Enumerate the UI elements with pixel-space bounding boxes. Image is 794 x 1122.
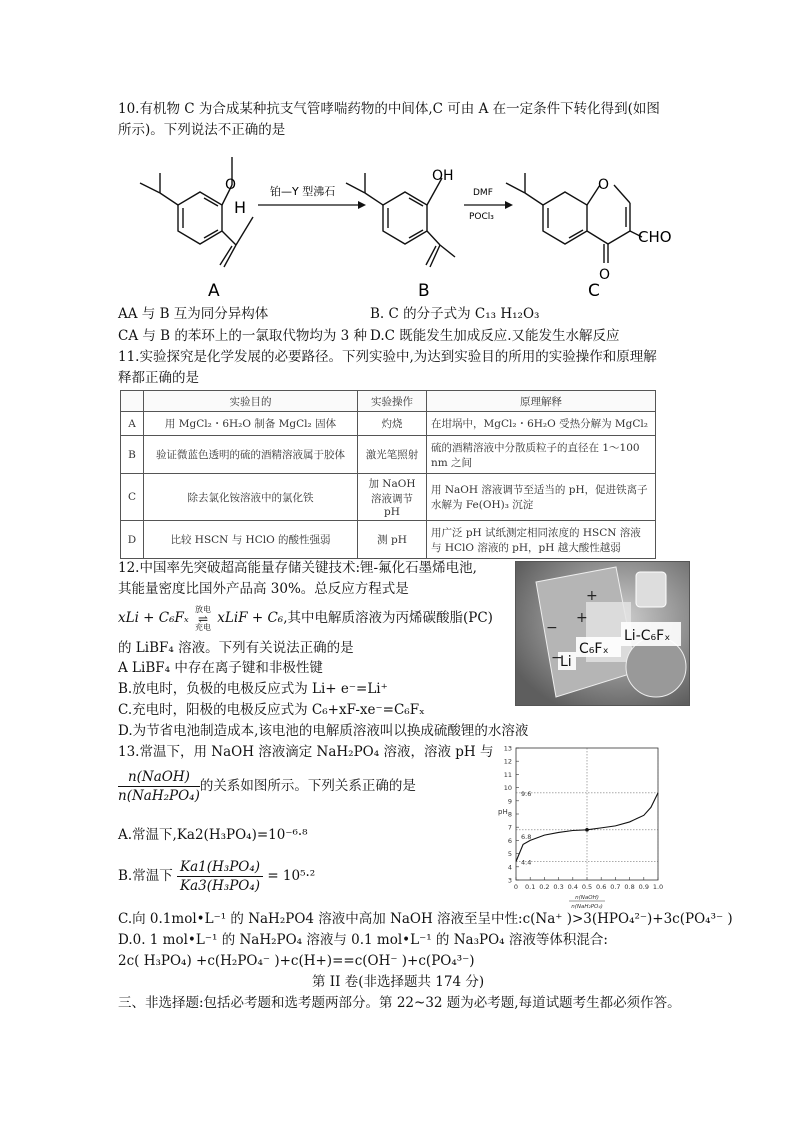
q12-option-c: C.充电时，阳极的电极反应式为 C₆+xF-xe⁻=C₆Fₓ (118, 702, 425, 718)
x-tick-label: 1.0 (652, 883, 664, 891)
q10-carbonyl-o-text: O (599, 267, 611, 283)
value-annotation: 4.4 (521, 858, 532, 867)
table-cell: 比较 HSCN 与 HClO 的酸性强弱 (144, 521, 358, 559)
table-cell: B (121, 436, 144, 474)
x-tick-label: 0.5 (581, 883, 593, 891)
q13-option-b-post: = 10⁵·² (267, 868, 316, 884)
q12-eq-right: xLiF + C₆ (217, 610, 284, 626)
q13-fraction (118, 768, 200, 805)
table-cell: 用 NaOH 溶液调节至适当的 pH，促进铁离子水解为 Fe(OH)₃ 沉淀 (427, 474, 656, 521)
q12-eq-arrows (195, 605, 211, 633)
label-a: A (208, 281, 220, 300)
q13-stem-line2 (118, 768, 416, 810)
y-tick-label: 6 (507, 836, 512, 845)
table-cell: D (121, 521, 144, 559)
table-row (121, 436, 656, 474)
table-cell: 加 NaOH 溶液调节 pH (358, 474, 427, 521)
q11-table (120, 390, 656, 559)
y-tick-label: 4 (507, 863, 512, 872)
q12-option-b: B.放电时，负极的电极反应式为 Li+ e⁻=Li⁺ (118, 681, 388, 697)
y-tick-label: 8 (507, 810, 512, 819)
table-cell: 验证微蓝色透明的硫的酒精溶液属于胶体 (144, 436, 358, 474)
q13-stem-line1: 13.常温下，用 NaOH 溶液滴定 NaH₂PO₄ 溶液，溶液 pH 与 (118, 744, 494, 760)
y-tick-label: 11 (503, 770, 512, 779)
q10-option-b: B. C 的分子式为 C₁₃ H₁₂O₃ (370, 306, 540, 322)
q10-arrow1-label: 铂—Y 型沸石 (270, 185, 336, 198)
x-tick-label: 0.9 (638, 883, 649, 891)
q11-stem-line2: 释都正确的是 (118, 370, 199, 386)
half-point-marker (585, 828, 589, 832)
part2-title: 第 II 卷(非选择题共 174 分) (312, 974, 485, 990)
photo-plus-sign: + (576, 610, 588, 626)
table-cell: 除去氯化铵溶液中的氯化铁 (144, 474, 358, 521)
q10-cho-text: CHO (638, 228, 672, 246)
q12-eq-bottom: 充电 (195, 622, 211, 632)
table-header (121, 391, 144, 412)
q12-option-d: D.为节省电池制造成本,该电池的电解质溶液叫以换成硫酸锂的水溶液 (118, 723, 529, 739)
q12-stem-line2: 其能量密度比国外产品高 30%。总反应方程式是 (118, 581, 409, 597)
table-cell: 用 MgCl₂・6H₂O 制备 MgCl₂ 固体 (144, 412, 358, 436)
battery-photo (515, 561, 690, 706)
q13-option-b-pre: B.常温下 (118, 868, 173, 884)
label-b: B (418, 281, 430, 300)
q10-reaction-scheme (130, 145, 690, 300)
q12-eq-left: xLi + C₆Fₓ (118, 610, 189, 626)
y-axis-label: pH (498, 808, 508, 816)
x-tick-label: 0.3 (553, 883, 564, 891)
x-tick-label: 0.2 (539, 883, 550, 891)
q13-option-d-line2: 2c( H₃PO₄) +c(H₂PO₄⁻ )+c(H+)==c(OH⁻ )+c(PO₄³⁻) (118, 953, 475, 969)
q10-oh-text: OH (432, 168, 454, 184)
x-tick-label: 0.4 (567, 883, 578, 891)
q12-option-a: A LiBF₄ 中存在离子键和非极性键 (118, 660, 323, 676)
table-cell: 测 pH (358, 521, 427, 559)
ph-titration-chart (490, 742, 670, 922)
label-c: C (588, 281, 600, 300)
q10-arrow2-top: DMF (473, 188, 493, 198)
table-cell: 在坩埚中，MgCl₂・6H₂O 受热分解为 MgCl₂ (427, 412, 656, 436)
table-cell: 激光笔照射 (358, 436, 427, 474)
q12-stem-line1: 12.中国率先突破超高能量存储关键技术:锂-氟化石墨烯电池, (118, 560, 477, 576)
table-header: 原理解释 (427, 391, 656, 412)
q13-ka-num: Ka1(H₃PO₄) (177, 858, 263, 877)
y-tick-label: 12 (503, 757, 512, 766)
q12-eq-tail: ,其中电解质溶液为丙烯碳酸脂(PC) (283, 610, 493, 626)
photo-plus-sign: + (586, 588, 598, 604)
table-header-row (121, 391, 656, 412)
y-tick-label: 3 (507, 876, 512, 885)
table-cell: A (121, 412, 144, 436)
q13-ka-fraction (177, 858, 263, 895)
x-tick-label: 0.1 (525, 883, 536, 891)
table-cell: C (121, 474, 144, 521)
y-tick-label: 13 (503, 744, 512, 753)
q10-option-c: CA 与 B 的苯环上的一氯取代物均为 3 种 (118, 328, 368, 344)
value-annotation: 6.8 (521, 832, 532, 841)
q10-option-d: D.C 既能发生加成反应.又能发生水解反应 (370, 328, 620, 344)
y-tick-label: 7 (507, 823, 512, 832)
x-tick-label: 0.7 (610, 883, 621, 891)
q13-option-d-line1: D.0. 1 mol•L⁻¹ 的 NaH₂PO₄ 溶液与 0.1 mol•L⁻¹ 的 Na₃PO₄ 溶液等体积混合: (118, 932, 608, 948)
photo-label-li: Li (560, 654, 572, 670)
q12-eq-top: 放电 (195, 604, 211, 614)
molecule-c (506, 173, 642, 263)
q10-arrow2-bottom: POCl₃ (469, 212, 494, 222)
x-tick-label: 0.6 (596, 883, 607, 891)
y-tick-label: 5 (507, 850, 512, 859)
y-tick-label: 10 (503, 784, 512, 793)
table-row (121, 412, 656, 436)
q10-stem-line1: 10.有机物 C 为合成某种抗支气管哮喘药物的中间体,C 可由 A 在一定条件下转化得到(如图 (118, 101, 660, 117)
table-header: 实验操作 (358, 391, 427, 412)
table-row (121, 474, 656, 521)
y-tick-label: 9 (507, 797, 512, 806)
q11-stem-line1: 11.实验探究是化学发展的必要路径。下列实验中,为达到实验目的所用的实验操作和原理解 (118, 349, 657, 365)
q13-frac-num: n(NaOH) (118, 768, 200, 787)
x-axis-label-num: n(NaOH) (575, 895, 599, 901)
q10-o-text: O (225, 177, 237, 193)
x-axis-label-den: n(NaH₂PO₄) (571, 904, 603, 910)
q13-stem-tail: 的关系如图所示。下列关系正确的是 (199, 778, 416, 794)
q13-option-b (118, 858, 315, 900)
photo-minus-sign: − (546, 620, 558, 636)
q13-option-c: C.向 0.1mol•L⁻¹ 的 NaH₂PO4 溶液中高加 NaOH 溶液至呈中性:c(Na⁺ )>3(HPO₄²⁻)+3c(PO₄³⁻ ) (118, 911, 733, 927)
table-cell: 用广泛 pH 试纸测定相同浓度的 HSCN 溶液与 HClO 溶液的 pH，pH 越大酸性越弱 (427, 521, 656, 559)
table-cell: 硫的酒精溶液中分散质粒子的直径在 1～100 nm 之间 (427, 436, 656, 474)
q10-ring-o-text: O (598, 177, 610, 193)
photo-minus-sign: − (551, 650, 563, 666)
q10-h-text: H (234, 198, 247, 217)
battery-illustration (516, 562, 689, 705)
q12-stem-line4: 的 LiBF₄ 溶液。下列有关说法正确的是 (118, 640, 354, 656)
x-tick-label: 0.8 (624, 883, 635, 891)
q12-eq-arrow-icon: ⇌ (197, 611, 209, 626)
part2-instructions: 三、非选择题:包括必考题和选考题两部分。第 22~32 题为必考题,每道试题考生都必须作答。 (118, 995, 681, 1011)
table-header: 实验目的 (144, 391, 358, 412)
q13-ka-den: Ka3(H₃PO₄) (180, 878, 261, 894)
photo-label-c6fx: C₆Fₓ (579, 641, 609, 657)
q13-option-a: A.常温下,Ka2(H₃PO₄)=10⁻⁶·⁸ (118, 827, 308, 843)
q13-frac-den: n(NaH₂PO₄) (118, 788, 200, 804)
q10-stem-line2: 所示)。下列说法不正确的是 (118, 122, 286, 138)
table-cell: 灼烧 (358, 412, 427, 436)
value-annotation: 9.6 (521, 789, 532, 798)
q10-option-a: AA 与 B 互为同分异构体 (118, 306, 269, 322)
x-tick-label: 0 (513, 883, 519, 891)
photo-label-li-c6fx: Li-C₆Fₓ (624, 628, 671, 644)
q12-equation-line (118, 600, 493, 636)
table-row (121, 521, 656, 559)
molecule-b (346, 173, 455, 267)
